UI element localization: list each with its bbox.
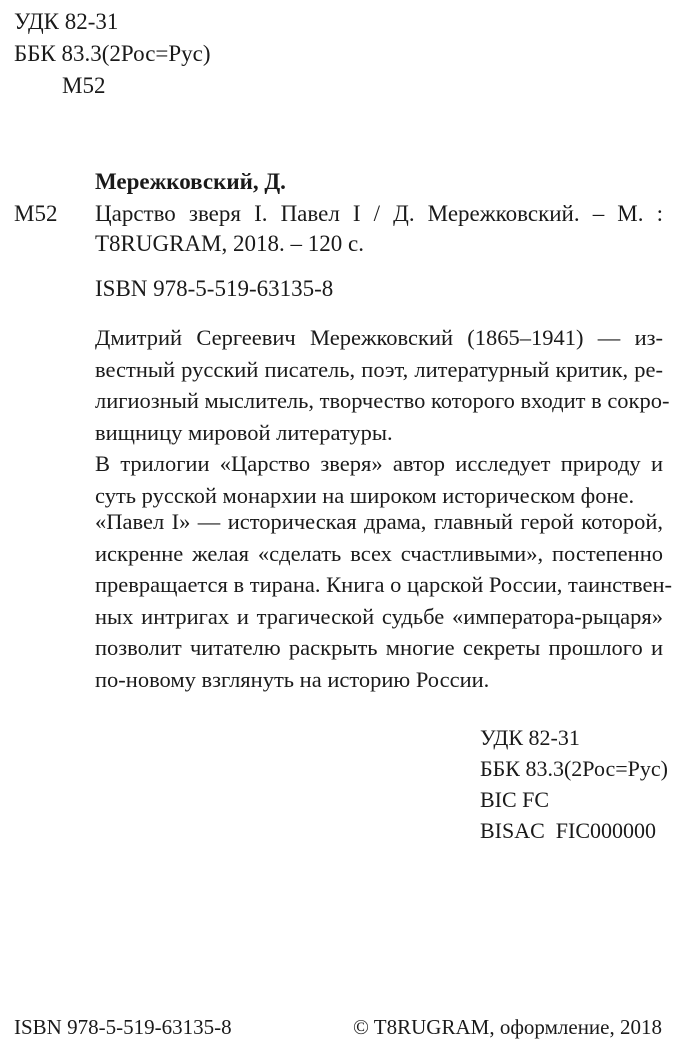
bisac-code: BISAC FIC000000 [480, 818, 657, 843]
udk-code: УДК 82-31 [480, 725, 580, 750]
bbk-code: ББК 83.3(2Рос=Рус) [480, 756, 668, 781]
footer-copyright: © T8RUGRAM, оформление, 2018 [352, 1015, 662, 1039]
bbk-code-top: ББК 83.3(2Рос=Рус) [14, 41, 211, 66]
title-line-1: Царство зверя I. Павел I / Д. Мережковский. – М. : [95, 201, 663, 226]
annotation-line: суть русской монархии на широком историческом фоне. [95, 482, 635, 508]
annotation-paragraph-3 [95, 506, 672, 696]
annotation-paragraph-2 [95, 448, 663, 511]
title-line-2: T8RUGRAM, 2018. – 120 с. [95, 231, 364, 256]
author-heading: Мережковский, Д. [95, 169, 286, 194]
udk-code-top: УДК 82-31 [14, 9, 119, 34]
annotation-line: Дмитрий Сергеевич Мережковский (1865–1941) — из- [95, 325, 663, 350]
footer-isbn: ISBN 978-5-519-63135-8 [14, 1015, 232, 1039]
annotation-line: лигиозный мыслитель, творчество которого входит в сокро- [95, 388, 670, 414]
classification-block [480, 722, 668, 846]
isbn-catalog: ISBN 978-5-519-63135-8 [95, 276, 334, 301]
annotation-line: В трилогии «Царство зверя» автор исследует природу и [95, 451, 663, 476]
bic-code: BIC FC [480, 787, 550, 812]
annotation-line: искренне желая «сделать всех счастливыми», постепенно [95, 540, 663, 566]
annotation-paragraph-1 [95, 322, 670, 448]
annotation-line: по-новому взглянуть на историю России. [95, 666, 490, 692]
annotation-line: ных интригах и трагической судьбе «императора-рыцаря» [95, 603, 663, 629]
annotation-line: позволит читателю раскрыть многие секреты прошлого и [95, 635, 663, 661]
annotation-line: «Павел I» — историческая драма, главный герой которой, [95, 509, 663, 534]
annotation-line: превращается в тирана. Книга о царской России, таинствен- [95, 572, 672, 598]
author-mark-top: М52 [62, 73, 106, 98]
author-mark: М52 [14, 201, 58, 226]
annotation-line: вестный русский писатель, поэт, литературный критик, ре- [95, 356, 663, 382]
annotation-line: вищницу мировой литературы. [95, 419, 393, 445]
